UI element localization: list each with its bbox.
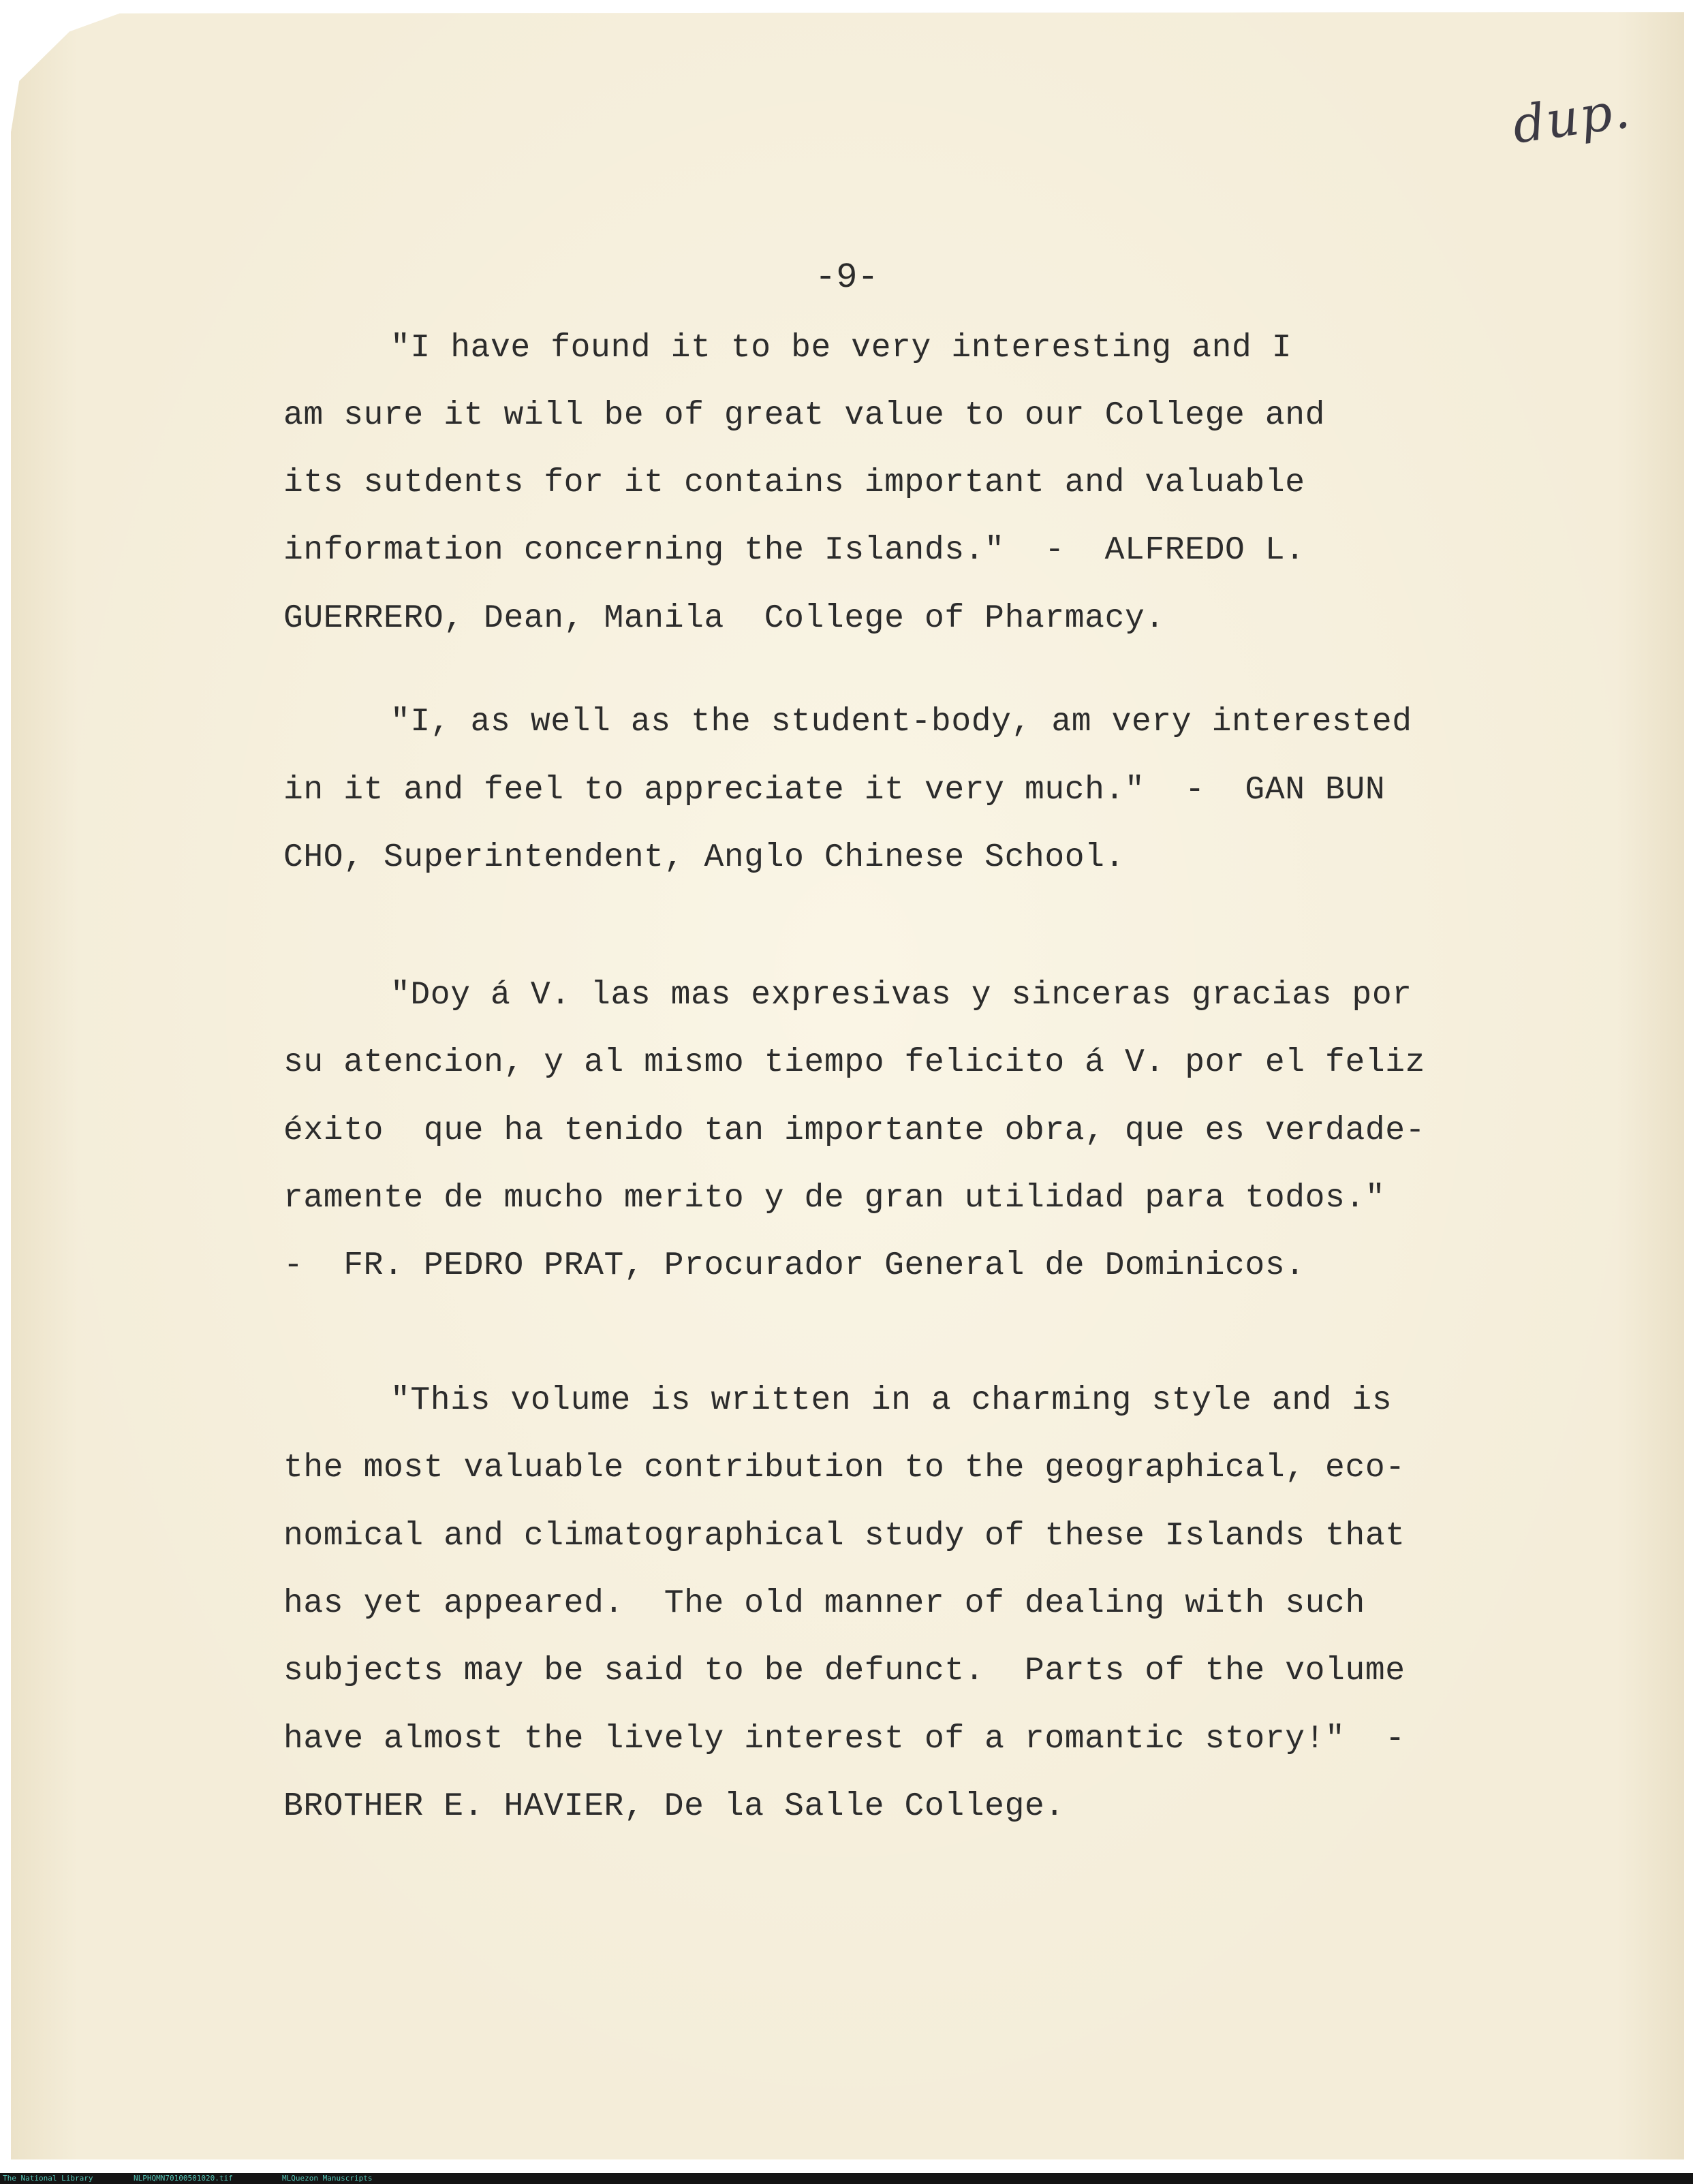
quote-attribution: BROTHER E. HAVIER, De la Salle College.: [283, 1788, 1065, 1825]
footer-collection: MLQuezon Manuscripts: [282, 2174, 373, 2183]
quote-line: am sure it will be of great value to our College and: [283, 397, 1326, 434]
quote-line: in it and feel to appreciate it very much." - GAN BUN: [283, 772, 1386, 809]
quote-line: "I have found it to be very interesting and I: [390, 330, 1292, 366]
quote-attribution: CHO, Superintendent, Anglo Chinese School.: [283, 839, 1125, 876]
footer-library: The National Library: [3, 2174, 93, 2183]
quote-line: information concerning the Islands." - ALFREDO L.: [283, 532, 1305, 569]
quote-line: have almost the lively interest of a romantic story!" -: [283, 1721, 1405, 1758]
quote-line: "Doy á V. las mas expresivas y sinceras gracias por: [390, 977, 1412, 1014]
quote-line: éxito que ha tenido tan importante obra, que es verdade-: [283, 1112, 1426, 1149]
quote-line: the most valuable contribution to the geographical, eco-: [283, 1450, 1405, 1486]
quote-line: subjects may be said to be defunct. Parts of the volume: [283, 1653, 1405, 1689]
quote-line: su atencion, y al mismo tiempo felicito á V. por el feliz: [283, 1044, 1426, 1081]
page-number: -9-: [815, 258, 879, 298]
quote-attribution: GUERRERO, Dean, Manila College of Pharmacy.: [283, 600, 1165, 637]
quote-line: "This volume is written in a charming style and is: [390, 1382, 1393, 1419]
quote-attribution: - FR. PEDRO PRAT, Procurador General de Dominicos.: [283, 1247, 1305, 1284]
quote-line: its sutdents for it contains important and valuable: [283, 465, 1305, 501]
quote-line: has yet appeared. The old manner of dealing with such: [283, 1585, 1365, 1622]
quote-line: nomical and climatographical study of these Islands that: [283, 1518, 1405, 1555]
quote-line: ramente de mucho merito y de gran utilidad para todos.": [283, 1180, 1386, 1217]
archive-footer-bar: [0, 2173, 1693, 2184]
footer-file-id: NLPHQMN70100501020.tif: [134, 2174, 233, 2183]
quote-line: "I, as well as the student-body, am very interested: [390, 704, 1412, 740]
handwritten-annotation: dup.: [1508, 80, 1635, 155]
